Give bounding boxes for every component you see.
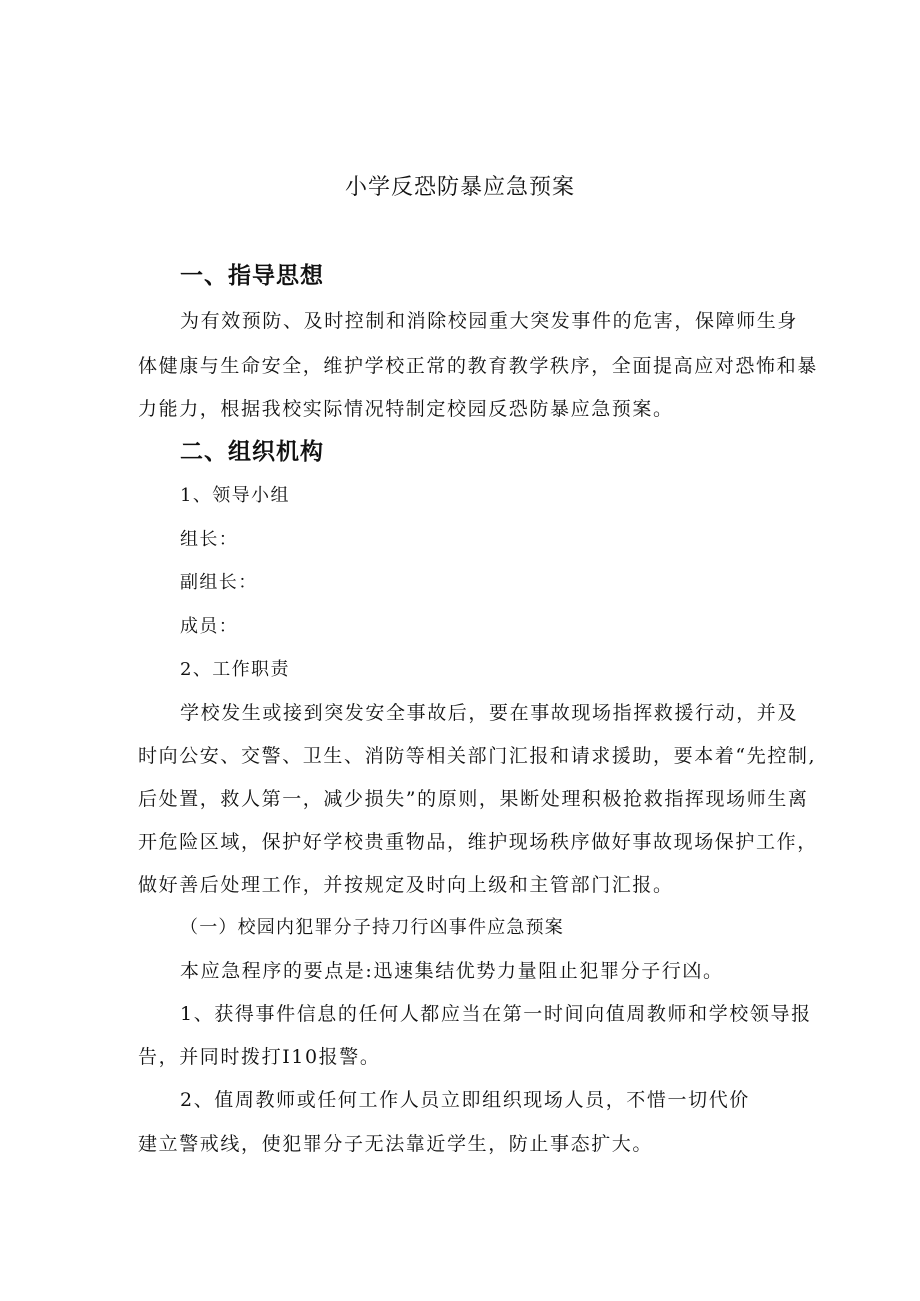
section-heading-guiding-ideology: 一、指导思想: [180, 263, 324, 289]
members-label: 成员：: [180, 616, 239, 637]
paragraph-line: 2、值周教师或任何工作人员立即组织现场人员，不惜一切代价: [180, 1089, 750, 1111]
section-heading-organization: 二、组织机构: [180, 439, 324, 465]
paragraph-line: 力能力，根据我校实际情况特制定校园反恐防暴应急预案。: [138, 398, 674, 420]
document-title: 小学反恐防暴应急预案: [344, 175, 575, 200]
deputy-leader-label: 副组长：: [180, 572, 258, 593]
subheading-knife-attack-plan: （一）校园内犯罪分子持刀行凶事件应急预案: [180, 917, 564, 938]
paragraph-line: 学校发生或接到突发安全事故后，要在事故现场指挥救援行动，并及: [180, 702, 799, 724]
leader-label: 组长：: [180, 529, 239, 550]
paragraph-line: 体健康与生命安全，维护学校正常的教育教学秩序，全面提高应对恐怖和暴: [138, 355, 818, 377]
subheading-leadership-group: 1、领导小组: [180, 485, 290, 506]
paragraph-line: 开危险区域，保护好学校贵重物品，维护现场秩序做好事故现场保护工作，: [138, 831, 818, 853]
paragraph-line: 时向公安、交警、卫生、消防等相关部门汇报和请求援助，要本着“先控制,: [138, 745, 817, 767]
paragraph-line: 为有效预防、及时控制和消除校园重大突发事件的危害，保障师生身: [180, 310, 799, 332]
paragraph-line: 做好善后处理工作，并按规定及时向上级和主管部门汇报。: [138, 874, 674, 896]
key-point-line: 本应急程序的要点是:迅速集结优势力量阻止犯罪分子行凶。: [180, 960, 724, 982]
paragraph-line: 后处置，救人第一，减少损失”的原则，果断处理积极抢救指挥现场师生离: [138, 788, 809, 810]
paragraph-line: 建立警戒线，使犯罪分子无法靠近学生，防止事态扩大。: [138, 1133, 654, 1155]
paragraph-line: 告，并同时拨打I10报警。: [138, 1046, 381, 1068]
paragraph-line: 1、获得事件信息的任何人都应当在第一时间向值周教师和学校领导报: [180, 1003, 812, 1025]
subheading-duties: 2、工作职责: [180, 659, 290, 680]
